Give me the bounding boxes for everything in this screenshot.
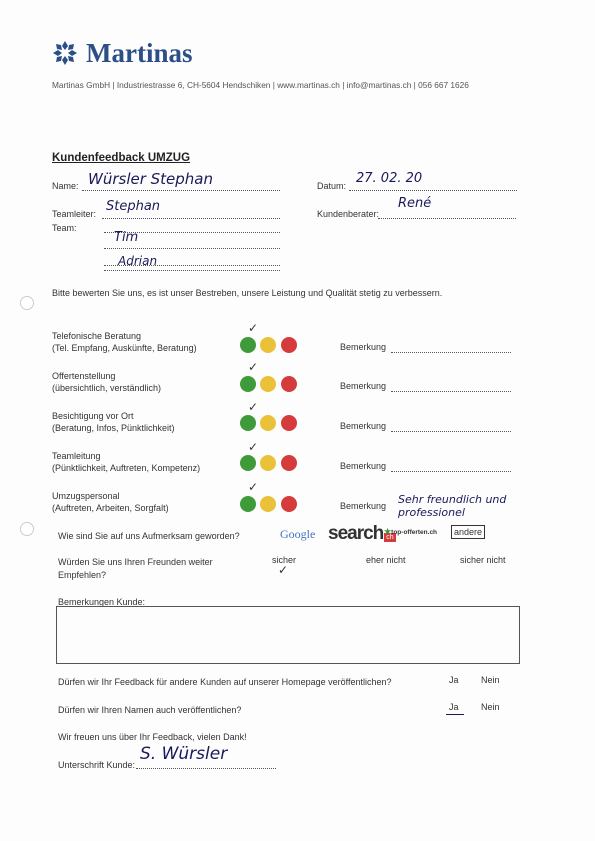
remark-label: Bemerkung: [340, 381, 387, 391]
publish-name-question: Dürfen wir Ihren Namen auch veröffentlichen?: [58, 705, 242, 715]
rating-category-detail: (übersichtlich, verständlich): [52, 383, 162, 393]
check-mark-icon: ✓: [278, 563, 289, 577]
remark-line[interactable]: [391, 423, 511, 432]
team-line-4: [104, 258, 280, 271]
teamleiter-label: Teamleiter:: [52, 209, 97, 219]
rating-intro: Bitte bewerten Sie uns, es ist unser Bestreben, unsere Leistung und Qualität stetig zu verbessern.: [52, 288, 443, 298]
rating-category-title: Offertenstellung: [52, 371, 116, 381]
team-label: Team:: [52, 223, 77, 233]
rating-category-title: Umzugspersonal: [52, 491, 120, 501]
rating-options: [240, 376, 297, 397]
rating-options: [240, 455, 297, 476]
recommend-option-sicher[interactable]: sicher: [272, 555, 297, 565]
thumbs-up-icon[interactable]: [240, 337, 256, 353]
teamleiter-value[interactable]: Stephan: [106, 199, 161, 214]
remark-line[interactable]: [391, 383, 511, 392]
recommend-question-line-1: Würden Sie uns Ihren Freunden weiter: [58, 557, 213, 567]
team-member-2[interactable]: Adrian: [118, 254, 158, 268]
rating-options: [240, 415, 297, 436]
company-address: Martinas GmbH | Industriestrasse 6, CH-5604 Hendschiken | www.martinas.ch | info@martinas.ch | 056 667 1626: [52, 80, 469, 90]
source-question: Wie sind Sie auf uns Aufmerksam geworden?: [58, 531, 240, 541]
datum-label: Datum:: [317, 181, 347, 191]
google-option[interactable]: [280, 527, 315, 542]
remark-label: Bemerkung: [340, 342, 387, 352]
remark-label: Bemerkung: [340, 421, 387, 431]
remark-label: Bemerkung: [340, 461, 387, 471]
name-value[interactable]: Würsler Stephan: [88, 170, 214, 188]
name-label: Name:: [52, 181, 79, 191]
check-mark-icon: ✓: [248, 400, 259, 414]
rating-category-title: Teamleitung: [52, 451, 101, 461]
thanks-text: Wir freuen uns über Ihr Feedback, vielen Dank!: [58, 732, 247, 742]
brand-name: Martinas: [86, 38, 193, 68]
kundenberater-value[interactable]: René: [398, 196, 432, 211]
thumbs-neutral-icon[interactable]: [260, 496, 276, 512]
thumbs-down-icon[interactable]: [281, 337, 297, 353]
top-offerten-label: top-offerten.ch: [391, 529, 438, 536]
kundenberater-label: Kundenberater:: [317, 209, 380, 219]
rating-category-detail: (Auftreten, Arbeiten, Sorgfalt): [52, 503, 169, 513]
check-mark-icon: ✓: [248, 321, 259, 335]
thumbs-down-icon[interactable]: [281, 455, 297, 471]
star-icon: ★: [384, 527, 392, 536]
datum-value[interactable]: 27. 02. 20: [356, 171, 423, 186]
rating-options: [240, 496, 297, 517]
comments-label: Bemerkungen Kunde:: [58, 597, 146, 607]
rating-category-detail: (Beratung, Infos, Pünktlichkeit): [52, 423, 175, 433]
publish-feedback-ja[interactable]: Ja: [449, 675, 459, 685]
publish-feedback-nein[interactable]: Nein: [481, 675, 500, 685]
top-offerten-option[interactable]: [384, 527, 437, 536]
thumbs-down-icon[interactable]: [281, 415, 297, 431]
andere-option[interactable]: andere: [451, 525, 485, 539]
google-logo: Google: [280, 527, 316, 541]
ja-underline-mark: [446, 714, 464, 715]
thumbs-down-icon[interactable]: [281, 376, 297, 392]
thumbs-down-icon[interactable]: [281, 496, 297, 512]
rating-row-umzugspersonal: [52, 490, 169, 514]
remark-line[interactable]: [391, 463, 511, 472]
publish-feedback-question: Dürfen wir Ihr Feedback für andere Kunden auf unserer Homepage veröffentlichen?: [58, 677, 392, 687]
thumbs-neutral-icon[interactable]: [260, 376, 276, 392]
form-title: Kundenfeedback UMZUG: [52, 152, 191, 164]
thumbs-neutral-icon[interactable]: [260, 415, 276, 431]
thumbs-up-icon[interactable]: [240, 415, 256, 431]
thumbs-neutral-icon[interactable]: [260, 337, 276, 353]
comments-box[interactable]: [56, 606, 520, 664]
rating-category-title: Besichtigung vor Ort: [52, 411, 134, 421]
thumbs-up-icon[interactable]: [240, 376, 256, 392]
publish-name-nein[interactable]: Nein: [481, 702, 500, 712]
remark-label: Bemerkung: [340, 501, 387, 511]
check-mark-icon: ✓: [248, 440, 259, 454]
publish-name-ja[interactable]: Ja: [449, 702, 459, 712]
punch-hole-bottom: [20, 522, 34, 536]
check-mark-icon: ✓: [248, 360, 259, 374]
signature-value[interactable]: S. Würsler: [140, 744, 228, 764]
rating-category-title: Telefonische Beratung: [52, 331, 142, 341]
punch-hole-top: [20, 296, 34, 310]
thumbs-neutral-icon[interactable]: [260, 455, 276, 471]
remark-line[interactable]: [391, 344, 511, 353]
rating-row-telefonische-beratung: [52, 330, 197, 354]
rating-options: [240, 337, 297, 358]
recommend-option-eher-nicht[interactable]: eher nicht: [366, 555, 406, 565]
recommend-option-sicher-nicht[interactable]: sicher nicht: [460, 555, 506, 565]
remark-value[interactable]: Sehr freundlich und professionel: [398, 493, 507, 519]
search-ch-suffix: ch: [386, 534, 394, 541]
rating-category-detail: (Pünktlichkeit, Auftreten, Kompetenz): [52, 463, 201, 473]
search-logo: search: [328, 523, 384, 544]
thumbs-up-icon[interactable]: [240, 496, 256, 512]
logo-icon: [52, 40, 78, 66]
rating-row-offertenstellung: [52, 370, 161, 394]
rating-row-teamleitung: [52, 450, 200, 474]
check-mark-icon: ✓: [248, 480, 259, 494]
rating-category-detail: (Tel. Empfang, Auskünfte, Beratung): [52, 343, 197, 353]
rating-row-besichtigung: [52, 410, 175, 434]
signature-label: Unterschrift Kunde:: [58, 760, 136, 770]
recommend-question-line-2: Empfehlen?: [58, 570, 107, 580]
thumbs-up-icon[interactable]: [240, 455, 256, 471]
team-member-1[interactable]: Tim: [114, 230, 139, 245]
